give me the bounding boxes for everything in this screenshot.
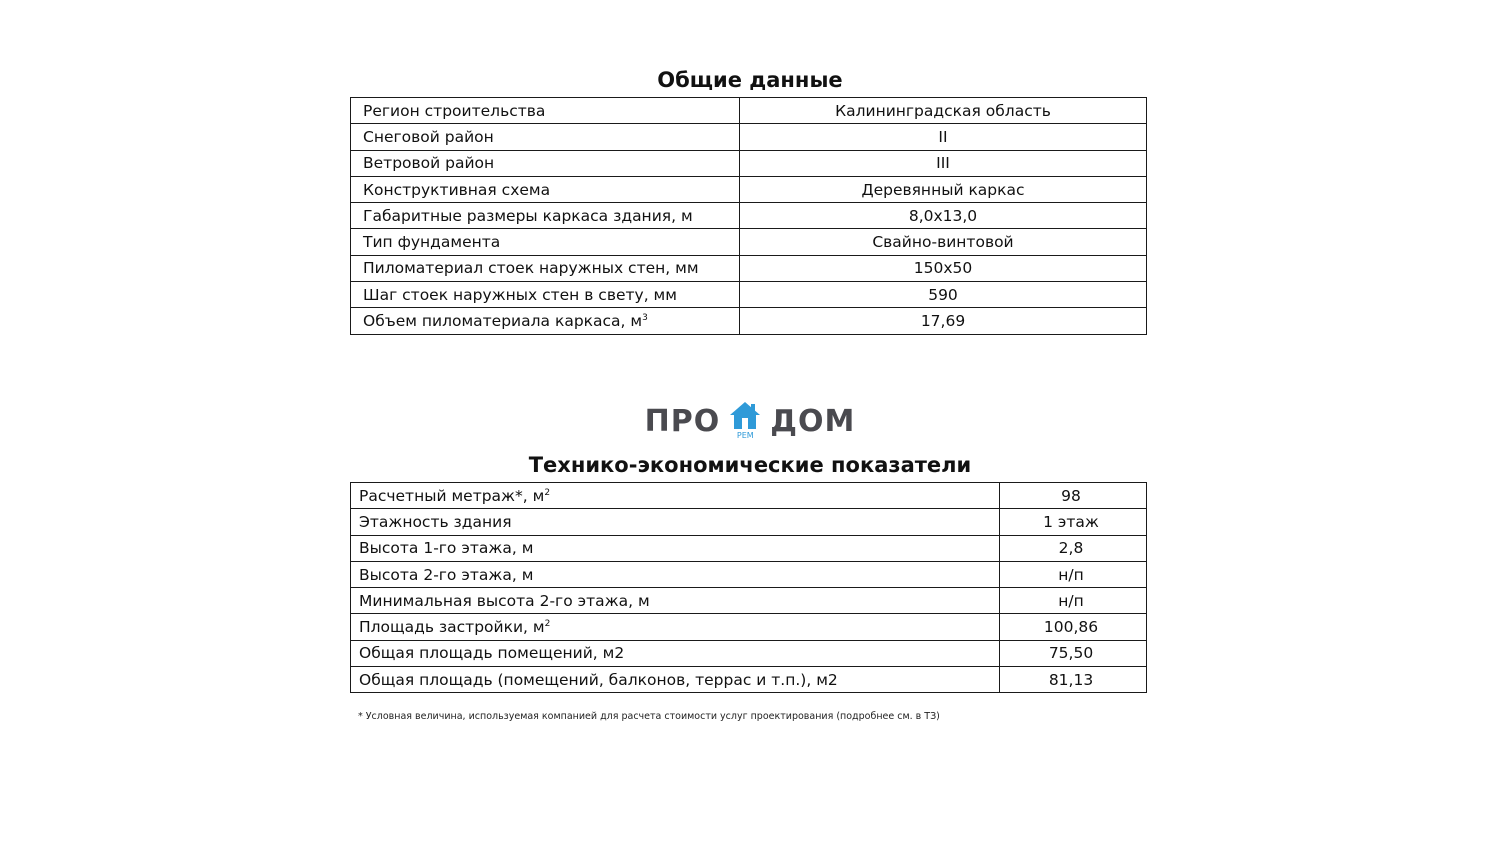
row-value: III <box>740 150 1147 176</box>
row-value: 2,8 <box>1000 535 1147 561</box>
general-data-title: Общие данные <box>657 68 843 92</box>
tech-indicators-table <box>350 482 1147 693</box>
row-label-text: Снеговой район <box>363 127 494 146</box>
row-value: 98 <box>1000 483 1147 509</box>
row-label <box>351 308 740 334</box>
house-icon <box>728 400 762 442</box>
row-label-text: Высота 2-го этажа, м <box>359 565 534 584</box>
row-label-text: Регион строительства <box>363 101 546 120</box>
company-logo <box>0 400 1500 446</box>
row-label-text: Габаритные размеры каркаса здания, м <box>363 206 693 225</box>
logo-right-word: ДОМ <box>770 403 856 439</box>
row-value: 81,13 <box>1000 667 1147 693</box>
row-value: 150х50 <box>740 255 1147 281</box>
table-row <box>351 640 1147 666</box>
row-value: 590 <box>740 282 1147 308</box>
row-value: 8,0х13,0 <box>740 203 1147 229</box>
table-row <box>351 588 1147 614</box>
table-row <box>351 561 1147 587</box>
row-label-text: Общая площадь (помещений, балконов, террас и т.п.), м2 <box>359 670 838 689</box>
row-value: Свайно-винтовой <box>740 229 1147 255</box>
table-row <box>351 282 1147 308</box>
logo-sub-label: РЕМ <box>736 431 754 440</box>
tech-indicators-title: Технико-экономические показатели <box>528 453 972 477</box>
row-label <box>351 535 1000 561</box>
row-label <box>351 282 740 308</box>
row-label-text: Объем пиломатериала каркаса, м <box>363 312 643 331</box>
row-label <box>351 203 740 229</box>
table-row <box>351 535 1147 561</box>
row-label <box>351 561 1000 587</box>
row-label-text: Минимальная высота 2-го этажа, м <box>359 591 650 610</box>
row-value: II <box>740 124 1147 150</box>
row-label-text: Площадь застройки, м <box>359 618 545 637</box>
row-label <box>351 229 740 255</box>
row-label-text: Общая площадь помещений, м2 <box>359 644 625 663</box>
row-label-text: Шаг стоек наружных стен в свету, мм <box>363 285 677 304</box>
row-label <box>351 176 740 202</box>
table-row <box>351 150 1147 176</box>
table-row <box>351 98 1147 124</box>
row-value: 75,50 <box>1000 640 1147 666</box>
row-label <box>351 640 1000 666</box>
row-label-text: Ветровой район <box>363 154 495 173</box>
row-label <box>351 614 1000 640</box>
row-label-text: Пиломатериал стоек наружных стен, мм <box>363 259 699 278</box>
row-label <box>351 667 1000 693</box>
table-row <box>351 255 1147 281</box>
row-label <box>351 483 1000 509</box>
row-label <box>351 255 740 281</box>
table-row <box>351 308 1147 334</box>
row-label <box>351 150 740 176</box>
table-row <box>351 483 1147 509</box>
superscript: 2 <box>544 487 551 498</box>
table-row <box>351 667 1147 693</box>
row-value: 100,86 <box>1000 614 1147 640</box>
row-label-text: Расчетный метраж*, м <box>359 486 545 505</box>
row-label <box>351 509 1000 535</box>
row-value: 1 этаж <box>1000 509 1147 535</box>
superscript: 3 <box>642 312 648 323</box>
logo-left-word: ПРО <box>644 403 721 439</box>
table-row <box>351 124 1147 150</box>
table-row <box>351 176 1147 202</box>
row-label-text: Этажность здания <box>359 512 512 531</box>
row-label <box>351 588 1000 614</box>
footnote: * Условная величина, используемая компанией для расчета стоимости услуг проектирования (подробнее см. в ТЗ) <box>358 711 940 722</box>
row-label <box>351 98 740 124</box>
row-label-text: Высота 1-го этажа, м <box>359 539 534 558</box>
row-value: 17,69 <box>740 308 1147 334</box>
row-label-text: Конструктивная схема <box>363 180 551 199</box>
table-row <box>351 614 1147 640</box>
general-data-table <box>350 97 1147 335</box>
row-value: н/п <box>1000 588 1147 614</box>
row-label-text: Тип фундамента <box>363 233 501 252</box>
row-value: н/п <box>1000 561 1147 587</box>
table-row <box>351 509 1147 535</box>
row-value: Калининградская область <box>740 98 1147 124</box>
table-row <box>351 203 1147 229</box>
row-label <box>351 124 740 150</box>
row-value: Деревянный каркас <box>740 176 1147 202</box>
superscript: 2 <box>544 618 551 629</box>
table-row <box>351 229 1147 255</box>
